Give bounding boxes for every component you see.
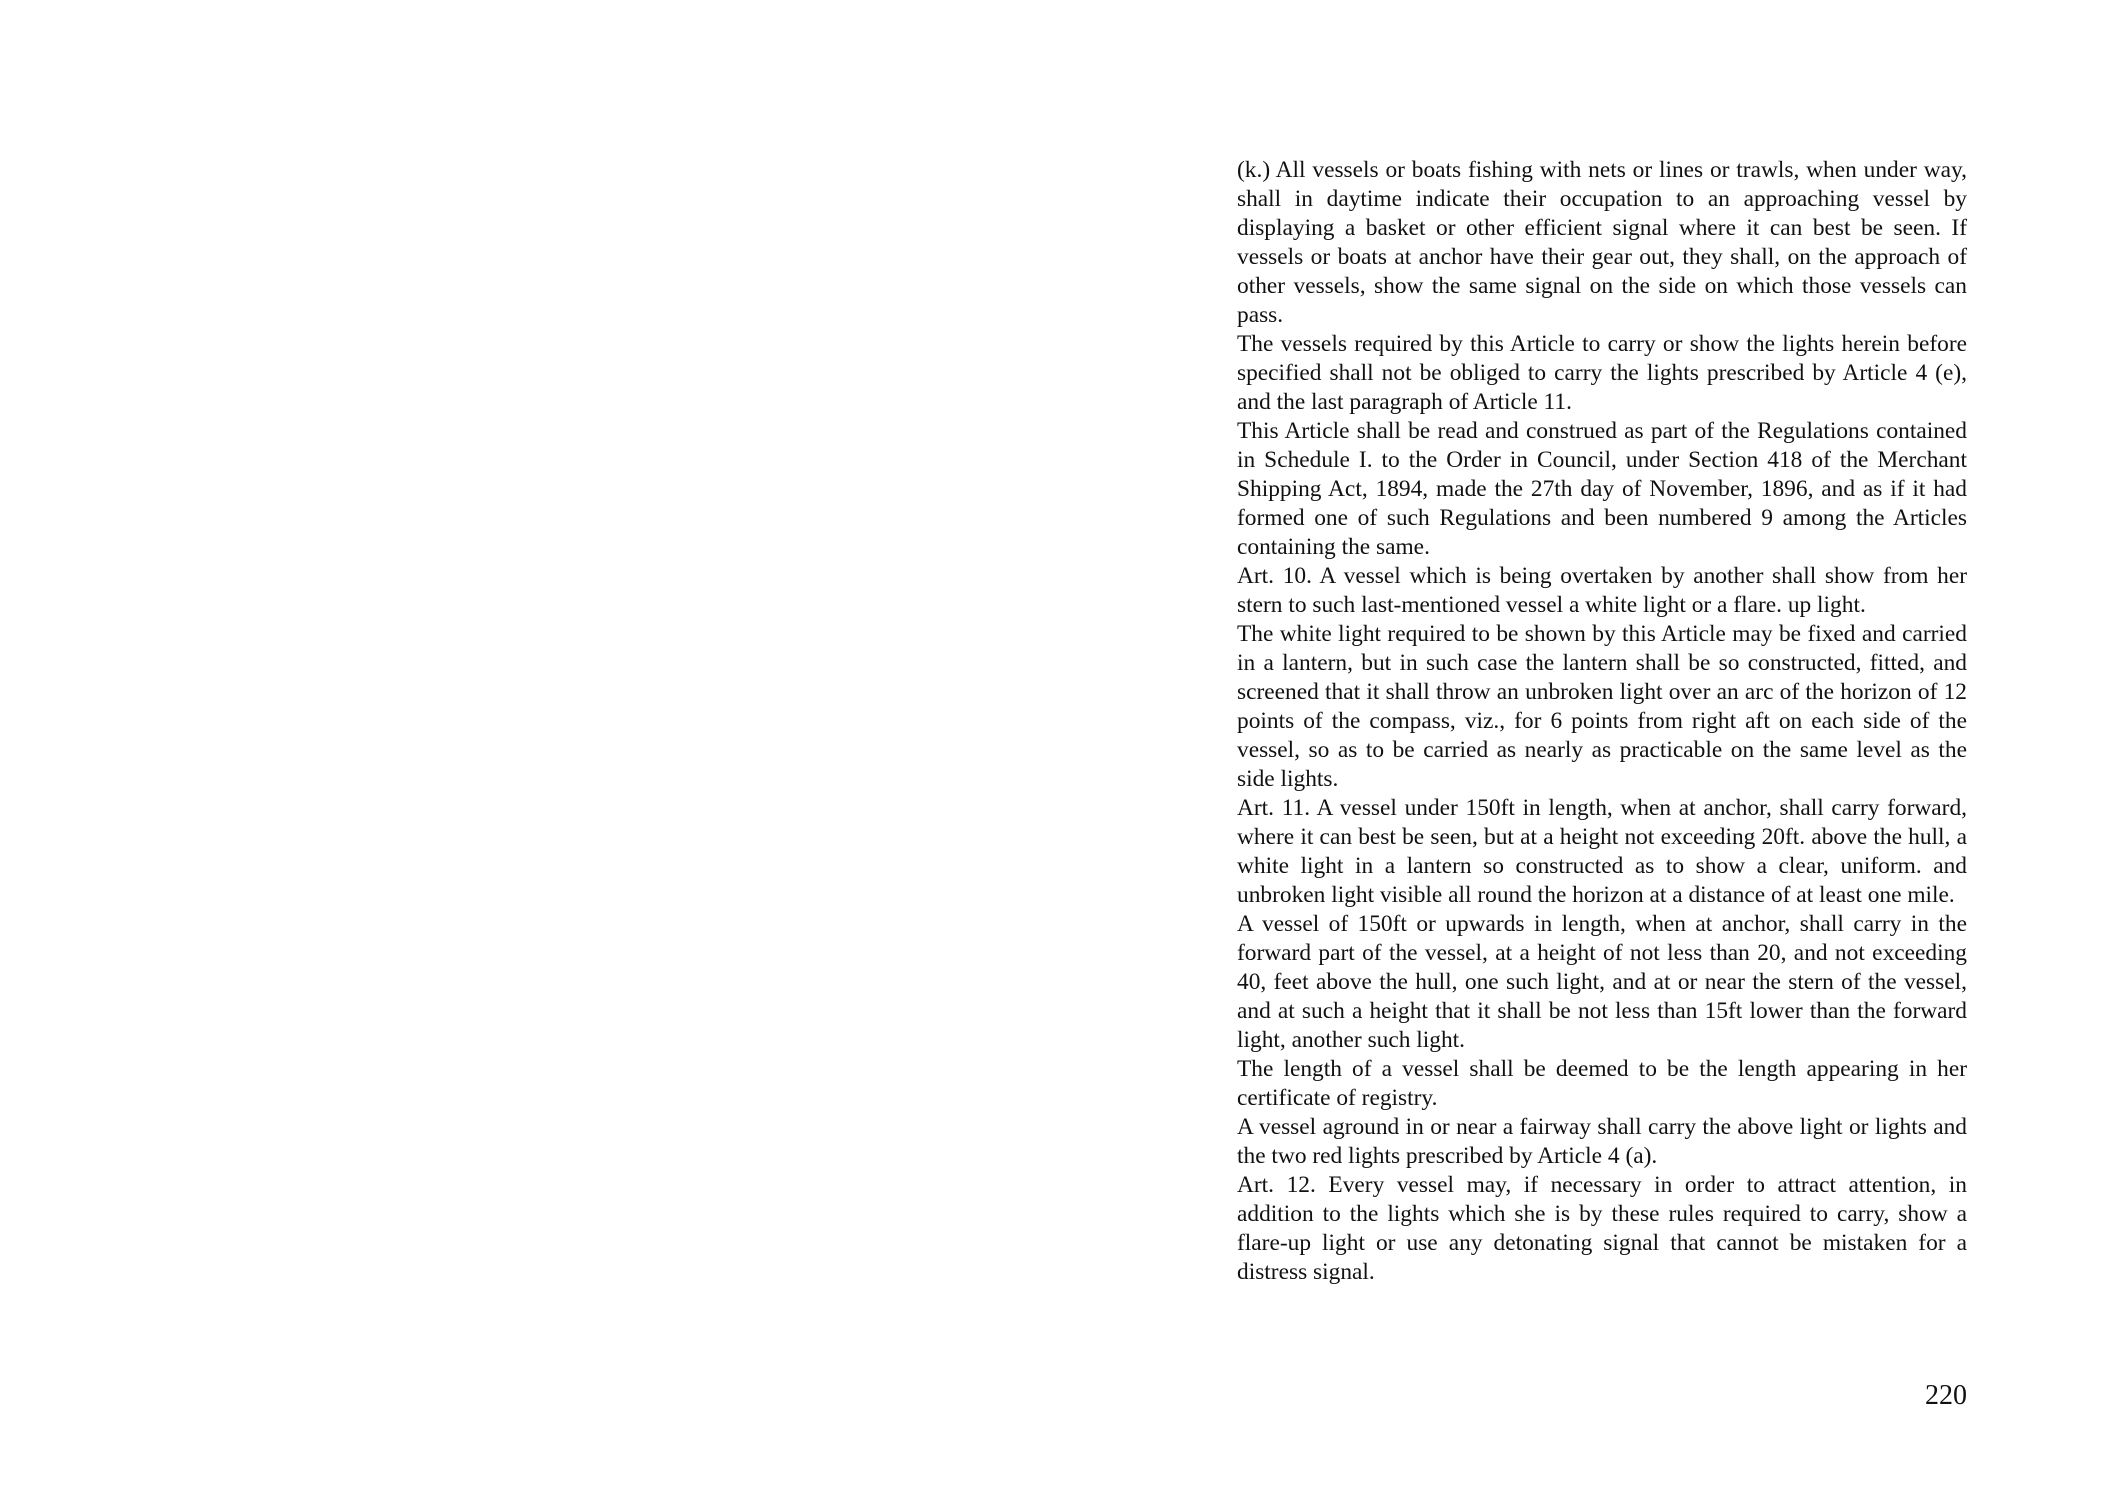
paragraph-white-light-lantern: The white light required to be shown by this Article may be fixed and carried in a lantern, but in such case the lantern shall be so constructed, fitted, and screened that it shall throw an unbroken light over an arc of the horizon of 12 points of the compass, viz., for 6 points from right aft on each side of the vessel, so as to be carried as nearly as practicable on the same level as the side lights.	[1237, 621, 1967, 792]
page-number: 220	[1925, 1380, 1967, 1411]
paragraph-lights-exemption: The vessels required by this Article to carry or show the lights herein before specified shall not be obliged to carry the lights prescribed by Article 4 (e), and the last paragraph of Article 11.	[1237, 331, 1967, 415]
paragraph-article-10: Art. 10. A vessel which is being overtaken by another shall show from her stern to such last-mentioned vessel a white light or a flare. up light.	[1237, 563, 1967, 618]
body-text	[1237, 156, 1967, 1287]
paragraph-k-fishing-signal: (k.) All vessels or boats fishing with nets or lines or trawls, when under way, shall in daytime indicate their occupation to an approaching vessel by displaying a basket or other efficient signal where it can best be seen. If vessels or boats at anchor have their gear out, they shall, on the approach of other vessels, show the same signal on the side on which those vessels can pass.	[1237, 157, 1967, 328]
paragraph-vessel-aground: A vessel aground in or near a fairway shall carry the above light or lights and the two red lights prescribed by Article 4 (a).	[1237, 1114, 1967, 1169]
paragraph-article-12: Art. 12. Every vessel may, if necessary in order to attract attention, in addition to the lights which she is by these rules required to carry, show a flare-up light or use any detonating signal that cannot be mistaken for a distress signal.	[1237, 1172, 1967, 1285]
paragraph-article-11: Art. 11. A vessel under 150ft in length, when at anchor, shall carry forward, where it can best be seen, but at a height not exceeding 20ft. above the hull, a white light in a lantern so constructed as to show a clear, uniform. and unbroken light visible all round the horizon at a distance of at least one mile.	[1237, 795, 1967, 908]
paragraph-150ft-vessel: A vessel of 150ft or upwards in length, when at anchor, shall carry in the forward part of the vessel, at a height of not less than 20, and not exceeding 40, feet above the hull, one such light, and at or near the stern of the vessel, and at such a height that it shall be not less than 15ft lower than the forward light, another such light.	[1237, 911, 1967, 1053]
paragraph-construed-regulations: This Article shall be read and construed as part of the Regulations contained in Schedule I. to the Order in Council, under Section 418 of the Merchant Shipping Act, 1894, made the 27th day of November, 1896, and as if it had formed one of such Regulations and been numbered 9 among the Articles containing the same.	[1237, 418, 1967, 560]
blank-left-page	[0, 0, 1052, 1489]
paragraph-vessel-length: The length of a vessel shall be deemed to be the length appearing in her certificate of registry.	[1237, 1056, 1967, 1111]
